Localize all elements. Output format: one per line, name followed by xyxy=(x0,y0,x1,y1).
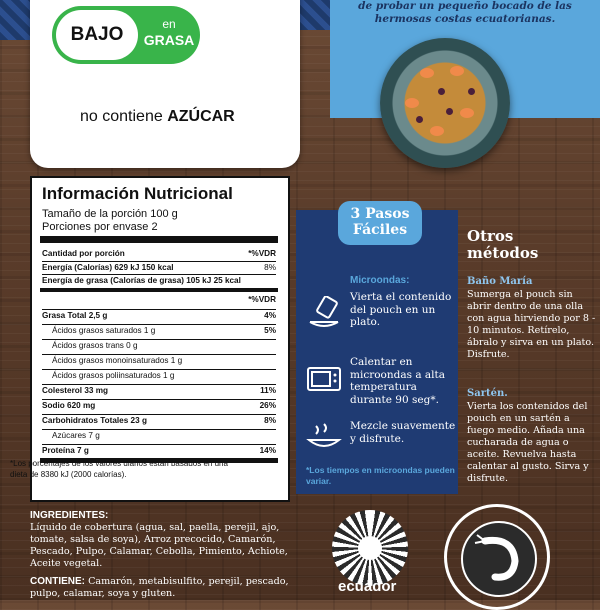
header-amount: Cantidad por porción xyxy=(42,249,125,258)
pour-pouch-icon xyxy=(306,296,342,332)
nutrition-row: Energía de grasa (Calorías de grasa) 105 kJ 25 kcal xyxy=(42,274,276,286)
bajo-label: BAJO xyxy=(56,10,138,60)
header-vdr-2: *%VDR xyxy=(248,295,276,304)
other-methods-title: Otros métodos xyxy=(467,227,539,262)
en-label: en xyxy=(162,17,176,31)
intro-line-2: hermosas costas ecuatorianas. xyxy=(374,13,556,25)
microwave-note: *Los tiempos en microondas pueden variar. xyxy=(306,465,455,486)
ecuador-logo xyxy=(332,510,408,586)
paella-plate-image xyxy=(380,38,510,168)
nutrition-row: Carbohidratos Totales 23 g 8% xyxy=(42,416,276,425)
ecuador-logo-text: ecuador xyxy=(338,578,397,595)
shrimp-icon xyxy=(461,521,537,597)
ingredients-text: Líquido de cobertura (agua, sal, paella, perejil, ajo, tomate, salsa de soya), Arroz precocido, Camarón, Pescado, Pulpo, Calamar, Cebolla, Pimiento, Achiote, Aceite vegetal. xyxy=(30,522,288,569)
no-sugar-claim: no contiene AZÚCAR xyxy=(80,108,235,125)
microwave-icon xyxy=(306,362,342,398)
bano-maria-label: Baño María xyxy=(467,276,533,287)
ingredients-block xyxy=(30,510,300,600)
contains-text: Camarón, metabisulfito, perejil, pescado, pulpo, calamar, soya y gluten. xyxy=(30,576,289,599)
header-vdr: *%VDR xyxy=(248,249,276,258)
nutrition-row: Ácidos grasos poliinsaturados 1 g xyxy=(42,369,276,381)
step-3: Mezcle suavemente y disfrute. xyxy=(350,420,456,445)
grasa-label: GRASA xyxy=(143,32,195,48)
step-1: Vierta el contenido del pouch en un plato. xyxy=(350,291,452,328)
bajo-en-grasa-badge xyxy=(52,6,200,64)
step-2: Calentar en microondas a alta temperatura durante 90 seg*. xyxy=(350,356,446,406)
nutrition-row: Ácidos grasos trans 0 g xyxy=(42,339,276,351)
nutrition-title: Información Nutricional xyxy=(42,184,233,203)
microwave-label: Microondas: xyxy=(350,275,410,286)
stir-icon xyxy=(306,418,342,454)
ingredients-title: INGREDIENTES: xyxy=(30,510,109,521)
nutrition-row: Grasa Total 2,5 g 4% xyxy=(42,311,276,320)
real-shrimp-seal xyxy=(444,504,550,610)
nutrition-row: Colesterol 33 mg 11% xyxy=(42,386,276,395)
nutrition-facts-panel xyxy=(30,176,290,502)
sarten-label: Sartén. xyxy=(467,388,508,399)
nutrition-row: Ácidos grasos saturados 1 g 5% xyxy=(42,324,276,336)
serving-size: Tamaño de la porción 100 g xyxy=(42,208,178,220)
sarten-text: Vierta los contenidos del pouch en un sartén a fuego medio. Añada una cucharada de agua o aceite. Revuelva hasta calentar al gusto. Sirva y disfrute. xyxy=(467,401,589,484)
portions-per-package: Porciones por envase 2 xyxy=(42,221,158,233)
nutrition-row: Azúcares 7 g xyxy=(42,429,276,441)
bano-maria-text: Sumerga el pouch sin abrir dentro de una olla con agua hirviendo por 8 - 10 minutos. Retírelo, ábralo y sirva en un plato. Disfrute. xyxy=(467,289,596,360)
contains-title: CONTIENE: xyxy=(30,576,85,587)
nutrition-row: Energía (Calorías) 629 kJ 150 kcal 8% xyxy=(42,263,276,272)
intro-line-1: de probar un pequeño bocado de las xyxy=(358,0,572,12)
nutrition-row: Ácidos grasos monoinsaturados 1 g xyxy=(42,354,276,366)
nutrition-row: Proteína 7 g 14% xyxy=(42,446,276,455)
nutrition-footnote: *Los porcentajes de los valores diarios están basados en una dieta de 8380 kJ (2000 calorías). xyxy=(10,459,228,479)
three-steps-badge: 3 Pasos Fáciles xyxy=(338,201,422,245)
nutrition-row: Sodio 620 mg 26% xyxy=(42,401,276,410)
